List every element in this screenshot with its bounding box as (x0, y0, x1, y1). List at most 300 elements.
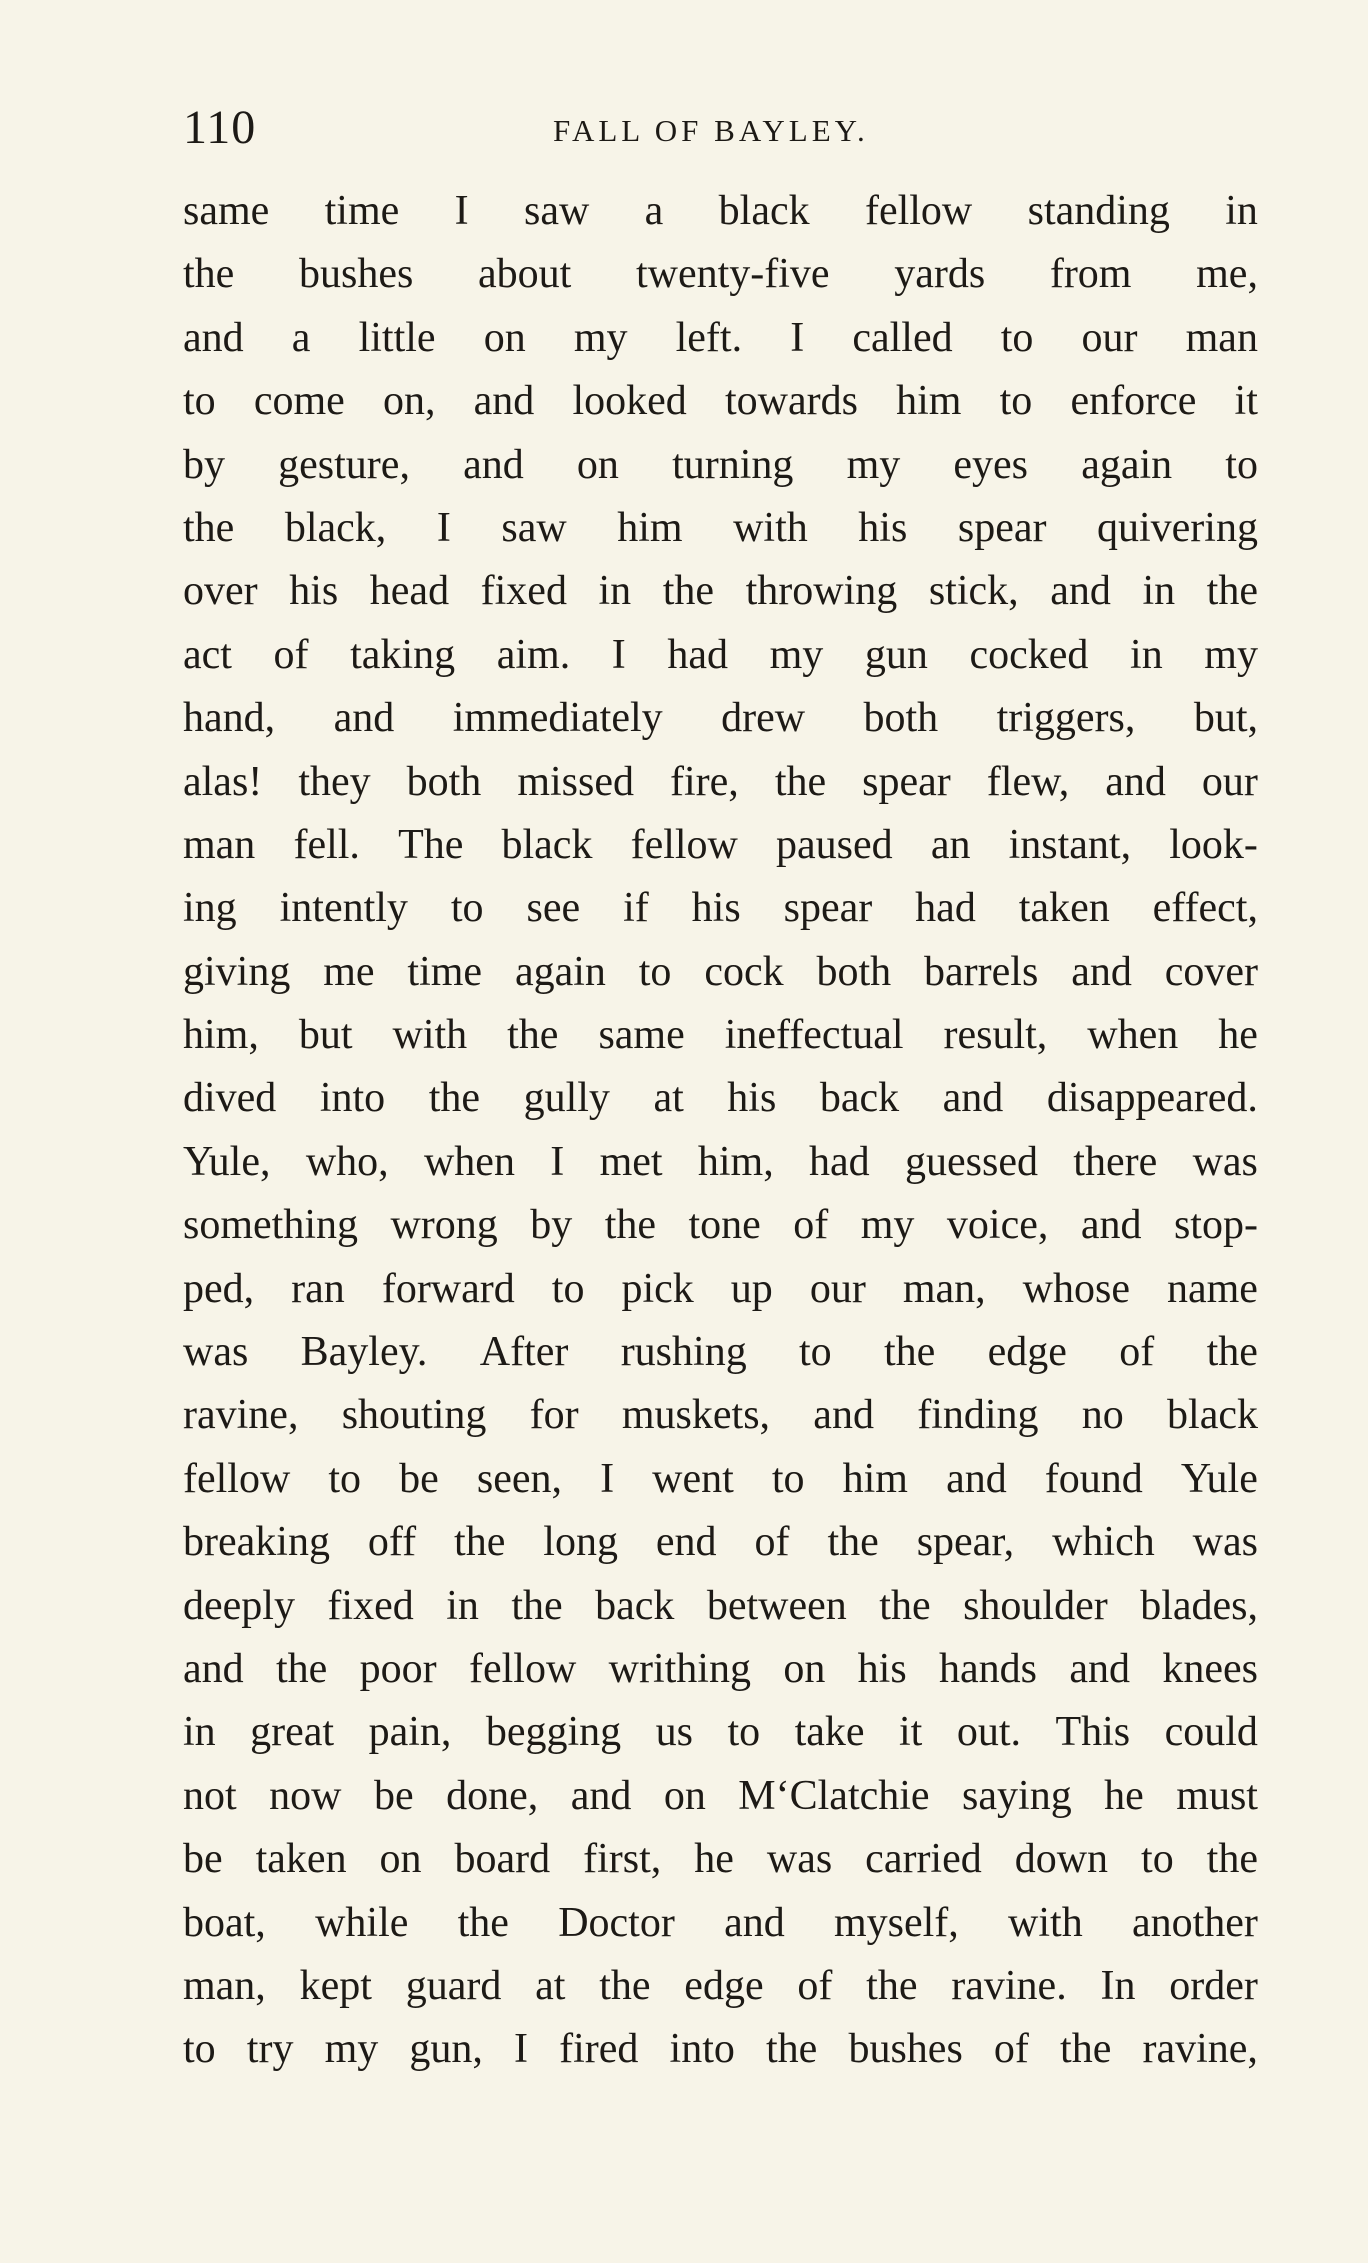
word: to (450, 885, 484, 932)
word: come (253, 378, 345, 425)
word: edge (987, 1329, 1067, 1376)
word: hands (939, 1645, 1038, 1692)
word: the (879, 1582, 931, 1629)
word: ped, (183, 1265, 255, 1312)
word: with (1008, 1899, 1083, 1946)
text-line (183, 687, 1258, 750)
word: us (655, 1709, 693, 1756)
text-line (183, 497, 1258, 560)
word: at (653, 1075, 684, 1122)
word: and (570, 1772, 632, 1819)
word: me, (1196, 251, 1258, 298)
word: cock (704, 948, 784, 995)
text-line (183, 1511, 1258, 1574)
word: spear (862, 758, 951, 805)
text-line (183, 243, 1258, 306)
word: both (406, 758, 482, 805)
word: by (530, 1202, 573, 1249)
word: but (298, 1012, 353, 1059)
word: whose (1022, 1265, 1130, 1312)
word: the (1206, 568, 1258, 615)
word: act (183, 631, 232, 678)
text-line (183, 624, 1258, 687)
word: fire, (670, 758, 739, 805)
word: fellow (630, 821, 738, 868)
word: was (1192, 1138, 1258, 1185)
word: I (790, 314, 805, 361)
word: muskets, (621, 1392, 771, 1439)
word: him (617, 504, 683, 551)
word: and (813, 1392, 874, 1439)
word: see (526, 885, 581, 932)
word: me (323, 948, 375, 995)
word: take (794, 1709, 865, 1756)
word: the (774, 758, 827, 805)
text-line (183, 370, 1258, 433)
word: the (1060, 2026, 1112, 2073)
word: shoulder (963, 1582, 1108, 1629)
word: the (457, 1899, 509, 1946)
word: stop- (1173, 1202, 1258, 1249)
word: man (183, 821, 256, 868)
word: who, (305, 1138, 389, 1185)
word: pick (621, 1265, 694, 1312)
text-line (183, 1194, 1258, 1257)
word: now (269, 1772, 342, 1819)
text-line (183, 180, 1258, 243)
word: which (1052, 1519, 1155, 1566)
text-line (183, 1067, 1258, 1130)
word: instant, (1008, 821, 1132, 868)
word: again (514, 948, 606, 995)
word: eyes (953, 441, 1029, 488)
word: effect, (1152, 885, 1258, 932)
word: alas! (183, 758, 263, 805)
word: voice, (946, 1202, 1049, 1249)
word: edge (684, 1962, 764, 2009)
word: to (551, 1265, 585, 1312)
word: finding (917, 1392, 1039, 1439)
word: the (604, 1202, 657, 1249)
word: bushes (298, 251, 414, 298)
text-line (183, 307, 1258, 370)
word: cover (1164, 948, 1258, 995)
text-line (183, 1828, 1258, 1891)
word: to (999, 378, 1033, 425)
word: to (183, 2026, 216, 2073)
word: same (598, 1012, 685, 1059)
word: an (930, 821, 971, 868)
word: our (1201, 758, 1258, 805)
word: the (183, 251, 235, 298)
text-line (183, 1575, 1258, 1638)
word: of (1119, 1329, 1155, 1376)
word: knees (1162, 1645, 1258, 1692)
page-header (183, 98, 1263, 158)
word: tone (688, 1202, 761, 1249)
word: another (1131, 1899, 1258, 1946)
word: him (842, 1455, 908, 1502)
word: and (946, 1455, 1007, 1502)
word: the (1206, 1329, 1258, 1376)
text-line (183, 560, 1258, 623)
word: to (638, 948, 672, 995)
word: on (576, 441, 619, 488)
word: found (1044, 1455, 1143, 1502)
word: the (428, 1075, 481, 1122)
word: my (1204, 631, 1258, 678)
word: and (942, 1075, 1004, 1122)
word: to (799, 1329, 832, 1376)
word: and (333, 695, 395, 742)
word: both (816, 948, 892, 995)
word: intently (279, 885, 408, 932)
word: fixed (480, 568, 567, 615)
word: man (1185, 314, 1258, 361)
word: a (644, 188, 664, 234)
word: I (611, 631, 626, 678)
word: to (1225, 441, 1258, 488)
word: he (1218, 1012, 1258, 1059)
word: of (797, 1962, 833, 2009)
word: end (655, 1519, 717, 1566)
word: standing (1027, 188, 1170, 234)
word: the (183, 504, 235, 551)
word: black (718, 188, 810, 234)
text-line (183, 877, 1258, 940)
word: my (846, 441, 901, 488)
word: spear (957, 504, 1047, 551)
word: myself, (833, 1899, 959, 1946)
word: carried (865, 1836, 982, 1883)
word: on, (382, 378, 436, 425)
word: back (595, 1582, 675, 1629)
word: was (766, 1836, 833, 1883)
word: taken (255, 1836, 347, 1883)
word: and (183, 1645, 244, 1692)
word: fellow (183, 1455, 291, 1502)
word: to (328, 1455, 362, 1502)
word: twenty-five (635, 251, 830, 298)
word: while (315, 1899, 409, 1946)
word: cocked (969, 631, 1089, 678)
text-line (183, 1701, 1258, 1764)
word: I (436, 504, 451, 551)
word: and (1080, 1202, 1142, 1249)
word: in (1130, 631, 1163, 678)
word: something (183, 1202, 358, 1249)
word: guard (405, 1962, 502, 2009)
text-line (183, 1892, 1258, 1955)
word: stick, (928, 568, 1019, 615)
word: I (600, 1455, 615, 1502)
word: towards (724, 378, 858, 425)
word: Yule, (183, 1138, 271, 1185)
word: triggers, (996, 695, 1136, 742)
word: blades, (1140, 1582, 1258, 1629)
word: and (1050, 568, 1111, 615)
word: went (652, 1455, 734, 1502)
word: saw (523, 188, 590, 234)
word: my (324, 2026, 379, 2073)
word: no (1081, 1392, 1124, 1439)
word: and (724, 1899, 785, 1946)
word: our (1081, 314, 1138, 361)
word: to (727, 1709, 761, 1756)
word: my (769, 631, 824, 678)
word: off (367, 1519, 417, 1566)
word: if (623, 885, 649, 932)
word: looked (572, 378, 687, 425)
word: aim. (496, 631, 571, 678)
word: to (183, 378, 216, 425)
text-line (183, 1955, 1258, 2018)
word: ravine. (951, 1962, 1067, 2009)
word: be (183, 1836, 223, 1883)
word: in (1142, 568, 1176, 615)
word: met (599, 1138, 663, 1185)
word: time (407, 948, 483, 995)
word: my (860, 1202, 915, 1249)
word: his (691, 885, 741, 932)
word: with (392, 1012, 468, 1059)
word: begging (485, 1709, 622, 1756)
word: name (1167, 1265, 1258, 1312)
word: breaking (183, 1519, 330, 1566)
word: kept (299, 1962, 372, 2009)
word: After (479, 1329, 569, 1376)
word: but, (1193, 695, 1258, 742)
word: enforce (1070, 378, 1197, 425)
word: Bayley. (300, 1329, 428, 1376)
word: with (733, 504, 808, 551)
word: gully (523, 1075, 610, 1122)
word: ravine, (183, 1392, 299, 1439)
word: result, (943, 1012, 1048, 1059)
word: of (993, 2026, 1029, 2073)
word: down (1014, 1836, 1109, 1883)
word: by (183, 441, 225, 488)
word: they (298, 758, 371, 805)
text-line (183, 1131, 1258, 1194)
word: I (454, 188, 469, 234)
word: spear (783, 885, 873, 932)
word: same (183, 188, 270, 234)
word: his (858, 504, 908, 551)
text-line (183, 434, 1258, 497)
word: the (511, 1582, 563, 1629)
word: could (1164, 1709, 1258, 1756)
word: guessed (905, 1138, 1038, 1185)
word: drew (721, 695, 806, 742)
word: This (1055, 1709, 1131, 1756)
word: forward (381, 1265, 515, 1312)
word: up (730, 1265, 773, 1312)
word: disappeared. (1046, 1075, 1258, 1122)
word: at (535, 1962, 566, 2009)
word: quivering (1097, 504, 1258, 551)
word: look- (1169, 821, 1258, 868)
word: pain, (368, 1709, 452, 1756)
word: out. (956, 1709, 1021, 1756)
word: not (183, 1772, 237, 1819)
word: M‘Clatchie (738, 1772, 930, 1819)
text-line (183, 1258, 1258, 1321)
word: the (454, 1519, 506, 1566)
word: gun (864, 631, 928, 678)
word: fell. (293, 821, 360, 868)
word: gun, (409, 2026, 483, 2073)
word: the (662, 568, 715, 615)
text-line (183, 1765, 1258, 1828)
word: from (1049, 251, 1132, 298)
word: was (183, 1329, 249, 1376)
word: fellow (864, 188, 973, 234)
word: into (669, 2026, 735, 2073)
word: and (1071, 948, 1132, 995)
word: to (1141, 1836, 1174, 1883)
word: and (1069, 1645, 1131, 1692)
word: first, (583, 1836, 662, 1883)
word: The (398, 821, 464, 868)
word: ineffectual (724, 1012, 904, 1059)
word: of (273, 631, 309, 678)
word: little (358, 314, 436, 361)
word: the (1206, 1836, 1258, 1883)
word: In (1100, 1962, 1136, 2009)
word: be (373, 1772, 414, 1819)
word: missed (517, 758, 634, 805)
text-line (183, 751, 1258, 814)
word: great (250, 1709, 335, 1756)
word: bushes (848, 2026, 963, 2073)
word: over (183, 568, 258, 615)
text-line (183, 941, 1258, 1004)
word: left. (675, 314, 743, 361)
word: on (379, 1836, 422, 1883)
word: was (1192, 1519, 1258, 1566)
word: when (1087, 1012, 1179, 1059)
text-line (183, 1004, 1258, 1067)
word: on (783, 1645, 826, 1692)
word: spear, (916, 1519, 1015, 1566)
text-line (183, 1384, 1258, 1447)
word: the (507, 1012, 559, 1059)
word: flew, (986, 758, 1070, 805)
word: long (543, 1519, 618, 1566)
word: him, (183, 1012, 259, 1059)
word: seen, (476, 1455, 562, 1502)
word: rushing (620, 1329, 747, 1376)
word: it (1234, 378, 1258, 425)
word: writhing (608, 1645, 751, 1692)
word: Yule (1180, 1455, 1258, 1502)
word: taking (350, 631, 456, 678)
word: between (706, 1582, 847, 1629)
word: man, (183, 1962, 266, 2009)
word: in (598, 568, 632, 615)
word: immediately (452, 695, 663, 742)
page-number: 110 (183, 101, 257, 154)
word: ing (183, 885, 237, 932)
text-line (183, 1448, 1258, 1511)
word: in (1225, 188, 1258, 234)
word: his (857, 1645, 907, 1692)
word: the (884, 1329, 936, 1376)
word: man, (902, 1265, 986, 1312)
word: he (694, 1836, 734, 1883)
word: deeply (183, 1582, 295, 1629)
word: hand, (183, 695, 276, 742)
word: of (793, 1202, 829, 1249)
word: I (514, 2026, 528, 2073)
word: saw (501, 504, 567, 551)
word: had (809, 1138, 870, 1185)
word: black (1167, 1392, 1258, 1439)
word: the (866, 1962, 918, 2009)
word: him, (697, 1138, 774, 1185)
word: dived (183, 1075, 277, 1122)
word: and (463, 441, 524, 488)
word: giving (183, 948, 291, 995)
word: barrels (924, 948, 1039, 995)
word: the (276, 1645, 328, 1692)
text-line (183, 2018, 1258, 2081)
word: and (1105, 758, 1166, 805)
word: ravine, (1142, 2026, 1258, 2073)
word: his (727, 1075, 777, 1122)
word: for (529, 1392, 579, 1439)
word: on (663, 1772, 706, 1819)
word: had (915, 885, 976, 932)
word: in (183, 1709, 216, 1756)
word: to (1000, 314, 1034, 361)
text-line (183, 814, 1258, 877)
word: board (454, 1836, 551, 1883)
word: turning (672, 441, 794, 488)
word: yards (894, 251, 986, 298)
word: head (369, 568, 450, 615)
word: again (1081, 441, 1173, 488)
word: gesture, (278, 441, 410, 488)
word: the (827, 1519, 879, 1566)
word: him (896, 378, 962, 425)
word: time (324, 188, 400, 234)
word: both (863, 695, 939, 742)
word: it (899, 1709, 923, 1756)
word: saying (962, 1772, 1072, 1819)
word: called (852, 314, 953, 361)
word: on (483, 314, 526, 361)
word: into (319, 1075, 386, 1122)
word: taken (1018, 885, 1110, 932)
word: of (754, 1519, 790, 1566)
word: fellow (469, 1645, 577, 1692)
word: done, (446, 1772, 539, 1819)
word: he (1104, 1772, 1144, 1819)
word: shouting (341, 1392, 487, 1439)
word: fired (559, 2026, 639, 2073)
word: fixed (327, 1582, 414, 1629)
word: and (183, 314, 244, 361)
word: to (771, 1455, 805, 1502)
word: back (819, 1075, 900, 1122)
word: the (599, 1962, 651, 2009)
word: a (291, 314, 311, 361)
word: be (399, 1455, 439, 1502)
word: the (766, 2026, 818, 2073)
word: about (477, 251, 572, 298)
